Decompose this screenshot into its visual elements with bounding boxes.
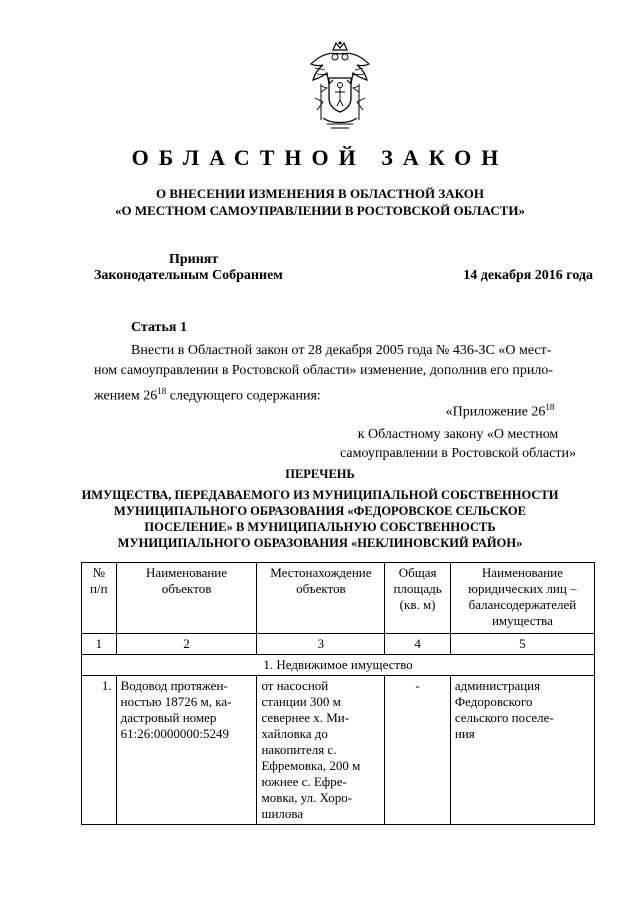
column-header [116,563,257,634]
article-superscript: 18 [157,386,167,396]
column-number-row [82,634,595,655]
article-line-text: жением 26 [94,388,158,404]
object-name [116,676,257,825]
cell-line: (кв. м) [399,597,436,612]
annex-reference [323,425,593,463]
column-header [257,563,385,634]
annex-reference-line: самоуправлении в Ростовской области» [340,446,576,461]
document-title: ОБЛАСТНОЙ ЗАКОН [131,145,509,170]
adoption-date: 14 декабря 2016 года [463,268,593,283]
article-text [94,341,594,407]
object-location [257,676,385,825]
cell-line: п/п [90,581,108,596]
cell-line: от насосной [261,678,329,693]
column-number: 3 [257,634,385,655]
annex-reference-line: к Областному закону «О местном [357,427,559,442]
cell-line: юридических лиц – [468,581,577,596]
cell-line: сельского поселе- [454,710,554,725]
cell-line: ностью 18726 м, ка- [120,694,232,709]
cell-line: дастровый номер [120,710,217,725]
cell-line: Наименование [146,565,228,580]
column-header [385,563,451,634]
list-heading [0,487,640,551]
annex-label [390,398,610,422]
cell-line: балансодержателей [468,597,577,612]
cell-line: 61:26:0000000:5249 [120,726,229,741]
column-header [450,563,594,634]
cell-line: администрация [454,678,541,693]
cell-line: № [92,565,106,580]
coat-of-arms-emblem [303,40,377,132]
column-number: 5 [450,634,594,655]
article-line-tail: следующего содержания: [166,388,321,404]
column-number: 4 [385,634,451,655]
list-heading-line: ИМУЩЕСТВА, ПЕРЕДАВАЕМОГО ИЗ МУНИЦИПАЛЬНОЙ СОБСТВЕННОСТИ [81,488,559,502]
article-line: ном самоуправлении в Ростовской области» изменение, дополнив его прило- [94,363,554,378]
cell-line: станции 300 м [261,694,341,709]
list-title: ПЕРЕЧЕНЬ [285,467,355,481]
column-number: 2 [116,634,257,655]
annex-superscript: 18 [545,402,555,412]
table-row [82,676,595,825]
table-header-row [82,563,595,634]
cell-line: хайловка до [261,726,328,741]
annex-label-text: «Приложение 26 [445,404,546,420]
document-subtitle [0,185,640,219]
adopting-body: Законодательным Собранием [94,268,283,283]
list-heading-line: ПОСЕЛЕНИЕ» В МУНИЦИПАЛЬНУЮ СОБСТВЕННОСТЬ [144,520,496,534]
list-heading-line: МУНИЦИПАЛЬНОГО ОБРАЗОВАНИЯ «ФЕДОРОВСКОЕ СЕЛЬСКОЕ [114,504,526,518]
balance-holder [450,676,594,825]
cell-line: Ефремовка, 200 м [261,758,361,773]
article-line: Внести в Областной закон от 28 декабря 2005 года № 436-ЗС «О мест- [131,343,552,358]
cell-line: площадь [393,581,442,596]
cell-line: объектов [296,581,346,596]
section-row [82,655,595,676]
cell-line: имущества [491,613,553,628]
list-heading-line: МУНИЦИПАЛЬНОГО ОБРАЗОВАНИЯ «НЕКЛИНОВСКИЙ РАЙОН» [117,536,523,550]
cell-line: шилова [261,806,304,821]
cell-line: Местонахождение [270,565,372,580]
section-title: 1. Недвижимое имущество [82,655,595,676]
object-area: - [385,676,451,825]
cell-line: Наименование [481,565,563,580]
article-heading: Статья 1 [131,320,187,335]
row-number: 1. [82,676,117,825]
cell-line: ния [454,726,475,741]
cell-line: Общая [398,565,437,580]
cell-line: Федоровского [454,694,533,709]
column-header [82,563,117,634]
property-table [81,562,595,825]
cell-line: накопителя с. [261,742,337,757]
adopted-label: Принят [169,252,219,267]
cell-line: мовка, ул. Хоро- [261,790,353,805]
cell-line: Водовод протяжен- [120,678,228,693]
column-number: 1 [82,634,117,655]
cell-line: объектов [161,581,212,596]
cell-line: севернее х. Ми- [261,710,350,725]
subtitle-line: О ВНЕСЕНИИ ИЗМЕНЕНИЯ В ОБЛАСТНОЙ ЗАКОН [156,186,484,201]
subtitle-line: «О МЕСТНОМ САМОУПРАВЛЕНИИ В РОСТОВСКОЙ ОБЛАСТИ» [115,203,525,218]
cell-line: южнее с. Ефре- [261,774,347,789]
